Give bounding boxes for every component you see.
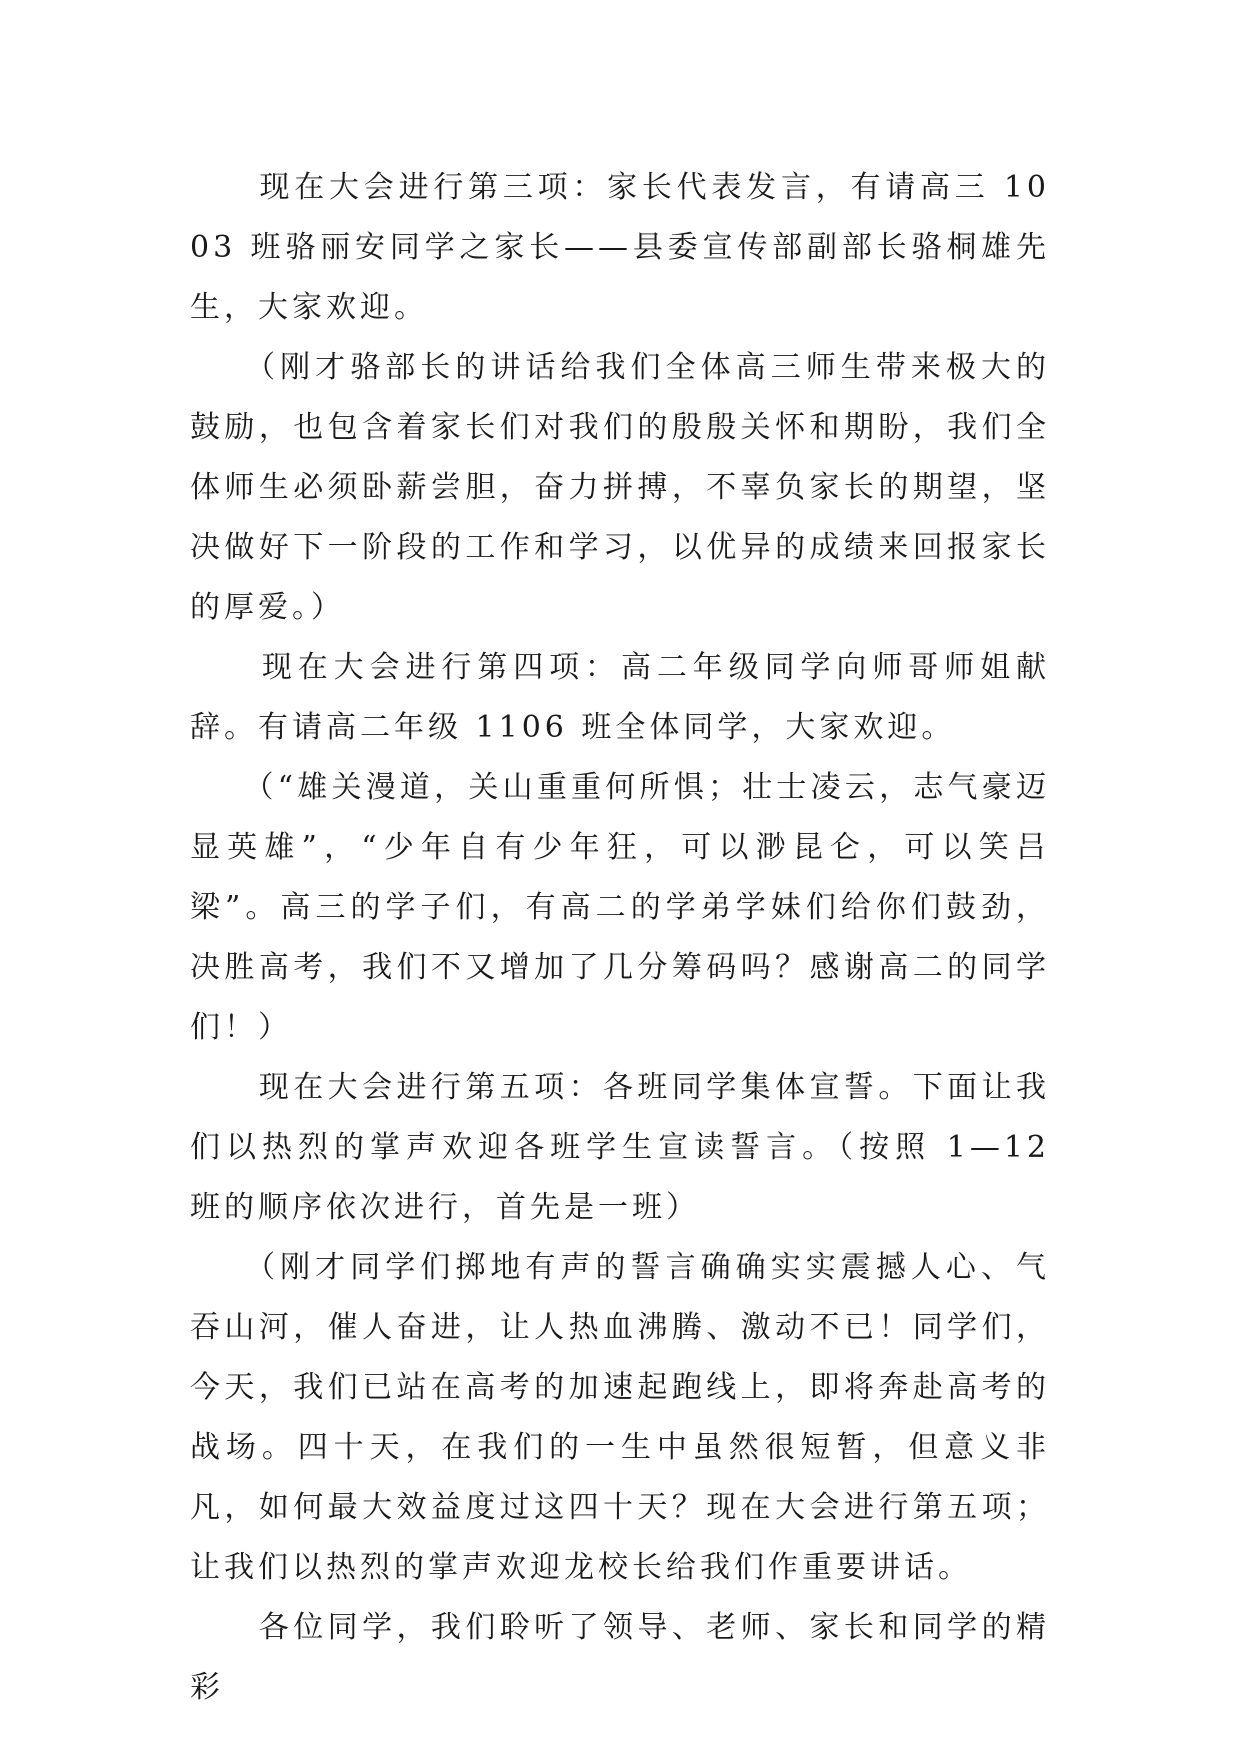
paragraph-item-5-oath: 现在大会进行第五项：各班同学集体宣誓。下面让我们以热烈的掌声欢迎各班学生宣读誓言。（按照 1—12 班的顺序依次进行，首先是一班） [190,1070,1064,1225]
paragraph-oath-remarks: （刚才同学们掷地有声的誓言确确实实震撼人心、气吞山河，催人奋进，让人热血沸腾、激动不已！同学们，今天，我们已站在高考的加速起跑线上，即将奔赴高考的战场。四十天，在我们的一生中虽然很短暂，但意义非凡，如何最大效益度过这四十天？现在大会进行第五项；让我们以热烈的掌声欢迎龙校长给我们作重要讲话。 [190,1250,1050,1585]
paragraph-parent-remarks: （刚才骆部长的讲话给我们全体高三师生带来极大的鼓励，也包含着家长们对我们的殷殷关怀和期盼，我们全体师生必须卧薪尝胆，奋力拼搏，不辜负家长的期望，坚决做好下一阶段的工作和学习，以优异的成绩来回报家长的厚爱。） [190,350,1050,625]
paragraph-dedication-remarks: （“雄关漫道，关山重重何所惧；壮士凌云，志气豪迈显英雄”，“少年自有少年狂，可以渺昆仑，可以笑吕梁”。高三的学子们，有高二的学弟学妹们给你们鼓劲，决胜高考，我们不又增加了几分筹码吗？感谢高二的同学们！） [190,770,1050,1045]
paragraph-closing: 各位同学，我们聆听了领导、老师、家长和同学的精彩 [190,1610,1050,1705]
document-body [190,158,1064,1718]
paragraph-item-4-dedication: 现在大会进行第四项：高二年级同学向师哥师姐献辞。有请高二年级 1106 班全体同学，大家欢迎。 [190,650,1050,745]
paragraph-item-3-speech: 现在大会进行第三项：家长代表发言，有请高三 1003 班骆丽安同学之家长——县委宣传部副部长骆桐雄先生，大家欢迎。 [190,170,1050,325]
